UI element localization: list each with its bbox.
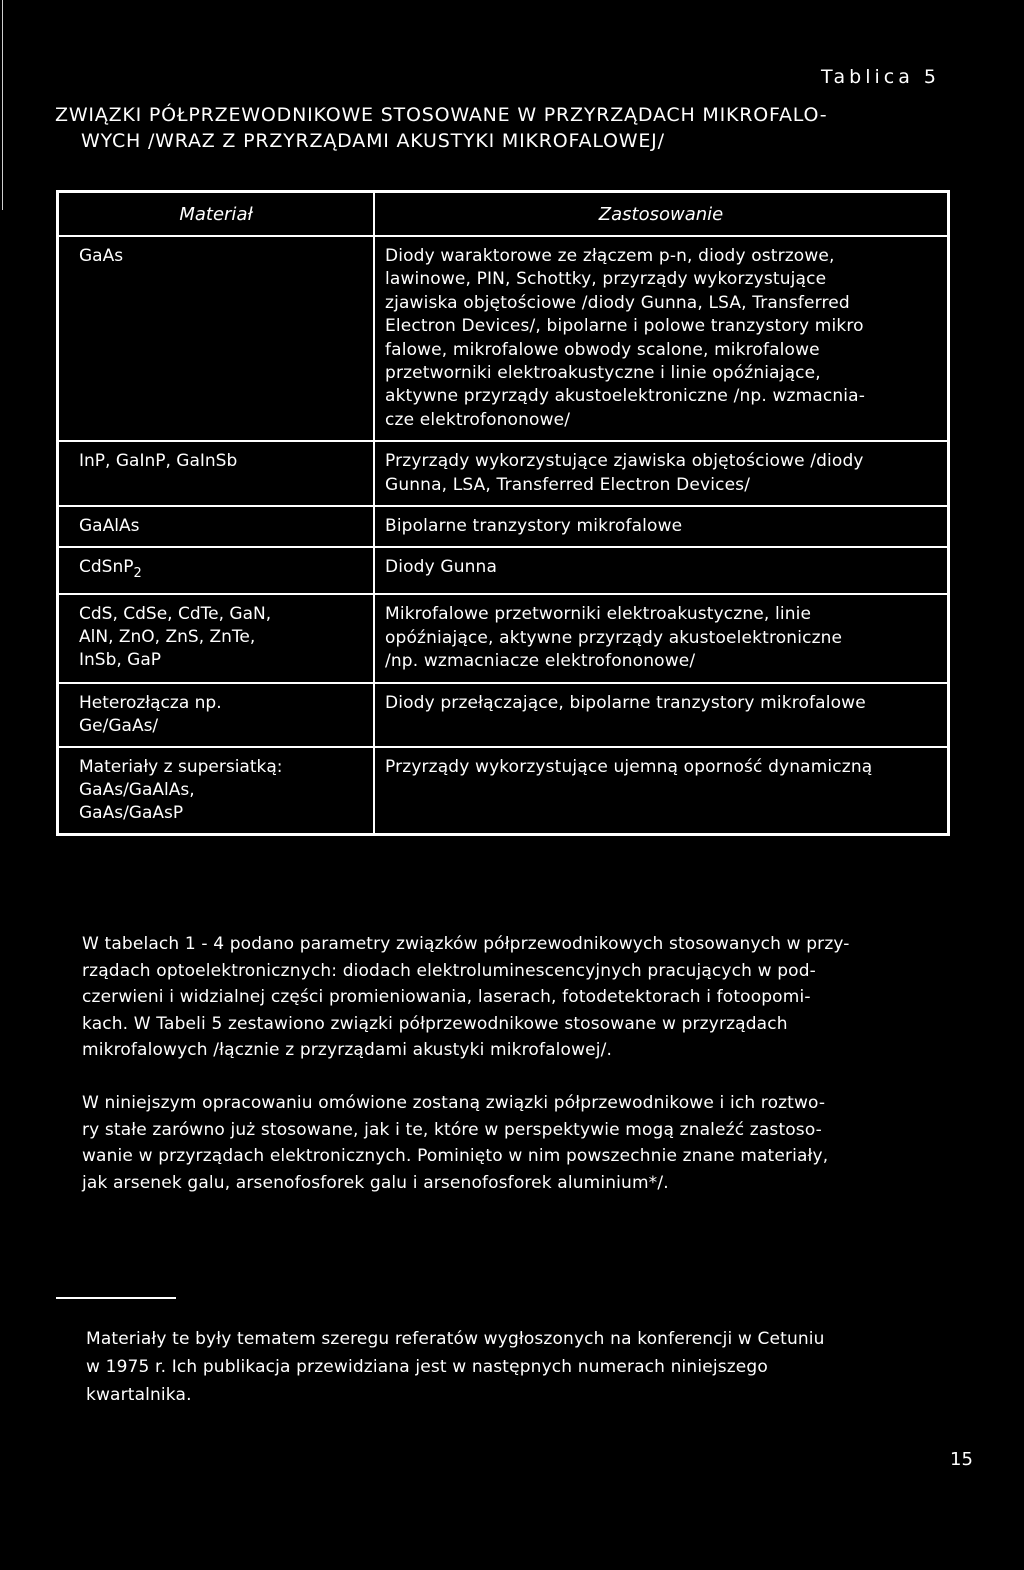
- footnote-separator: [56, 1297, 176, 1299]
- paragraph-line: mikrofalowych /łącznie z przyrządami akustyki mikrofalowej/.: [82, 1040, 613, 1060]
- footnote-line: kwartalnika.: [86, 1385, 192, 1405]
- paragraph-line: rządach optoelektronicznych: diodach elektroluminescencyjnych pracujących w pod-: [82, 960, 816, 981]
- page-number: 15: [950, 1449, 973, 1470]
- footnote-line: w 1975 r. Ich publikacja przewidziana jest w następnych numerach niniejszego: [86, 1357, 768, 1377]
- material-cell: InP, GaInP, GaInSb: [58, 441, 375, 506]
- material-formula: CdSnP: [79, 557, 134, 578]
- scan-edge-line: [2, 0, 3, 210]
- material-cell: CdS, CdSe, CdTe, GaN, AlN, ZnO, ZnS, ZnTe, InSb, GaP: [58, 594, 375, 682]
- footnote: [86, 1325, 966, 1409]
- table-row: [58, 683, 949, 747]
- body-paragraph-1: [82, 931, 982, 1064]
- table-label: Tablica 5: [821, 66, 940, 88]
- paragraph-line: czerwieni i widzialnej części promieniowania, laserach, fotodetektorach i fotoopomi-: [82, 987, 811, 1007]
- material-cell: [58, 547, 375, 594]
- table-row: [58, 441, 949, 506]
- table-row: [58, 236, 949, 441]
- paragraph-line: ry stałe zarówno już stosowane, jak i te, które w perspektywie mogą znaleźć zastoso-: [82, 1119, 822, 1140]
- header-application: Zastosowanie: [374, 192, 949, 237]
- paragraph-line: kach. W Tabeli 5 zestawiono związki półprzewodnikowe stosowane w przyrządach: [82, 1013, 788, 1034]
- application-cell: Diody przełączające, bipolarne tranzystory mikrofalowe: [374, 683, 949, 747]
- paragraph-line: jak arsenek galu, arsenofosforek galu i arsenofosforek aluminium*/.: [82, 1172, 669, 1193]
- paragraph-line: W niniejszym opracowaniu omówione zostaną związki półprzewodnikowe i ich roztwo-: [82, 1093, 826, 1113]
- materials-table: [56, 190, 950, 836]
- footnote-line: Materiały te były tematem szeregu referatów wygłoszonych na konferencji w Cetuniu: [86, 1329, 825, 1349]
- application-cell: Diody waraktorowe ze złączem p-n, diody ostrzowe, lawinowe, PIN, Schottky, przyrządy wykorzystujące zjawiska objętościowe /diody Gunna, LSA, Transferred Electron Devices/, bipolarne i polowe tranzystory mikro falowe, mikrofalowe obwody scalone, mikrofalowe przetworniki elektroakustyczne i linie opóźniające, aktywne przyrządy akustoelektroniczne /np. wzmacnia- cze elektrofononowe/: [374, 236, 949, 441]
- application-cell: Przyrządy wykorzystujące zjawiska objętościowe /diody Gunna, LSA, Transferred Electron Devices/: [374, 441, 949, 506]
- heading-line-1: ZWIĄZKI PÓŁPRZEWODNIKOWE STOSOWANE W PRZYRZĄDACH MIKROFALO-: [55, 104, 828, 126]
- application-cell: Diody Gunna: [374, 547, 949, 594]
- table-row: [58, 547, 949, 594]
- table-heading: [55, 102, 975, 154]
- material-cell: Heterozłącza np. Ge/GaAs/: [58, 683, 375, 747]
- application-cell: Mikrofalowe przetworniki elektroakustyczne, linie opóźniające, aktywne przyrządy akustoelektroniczne /np. wzmacniacze elektrofononowe/: [374, 594, 949, 682]
- table-row: [58, 506, 949, 547]
- formula-subscript: 2: [133, 566, 142, 582]
- material-cell: GaAlAs: [58, 506, 375, 547]
- body-paragraph-2: [82, 1090, 982, 1196]
- material-cell: Materiały z supersiatką: GaAs/GaAlAs, GaAs/GaAsP: [58, 747, 375, 835]
- table-row: [58, 747, 949, 835]
- application-cell: Przyrządy wykorzystujące ujemną oporność dynamiczną: [374, 747, 949, 835]
- paragraph-line: W tabelach 1 - 4 podano parametry związków półprzewodnikowych stosowanych w przy-: [82, 934, 850, 954]
- table-row: [58, 594, 949, 682]
- application-cell: Bipolarne tranzystory mikrofalowe: [374, 506, 949, 547]
- table-header-row: [58, 192, 949, 237]
- heading-line-2: WYCH /WRAZ Z PRZYRZĄDAMI AKUSTYKI MIKROFALOWEJ/: [81, 130, 665, 152]
- paragraph-line: wanie w przyrządach elektronicznych. Pominięto w nim powszechnie znane materiały,: [82, 1146, 829, 1166]
- material-cell: GaAs: [58, 236, 375, 441]
- header-material: Materiał: [58, 192, 375, 237]
